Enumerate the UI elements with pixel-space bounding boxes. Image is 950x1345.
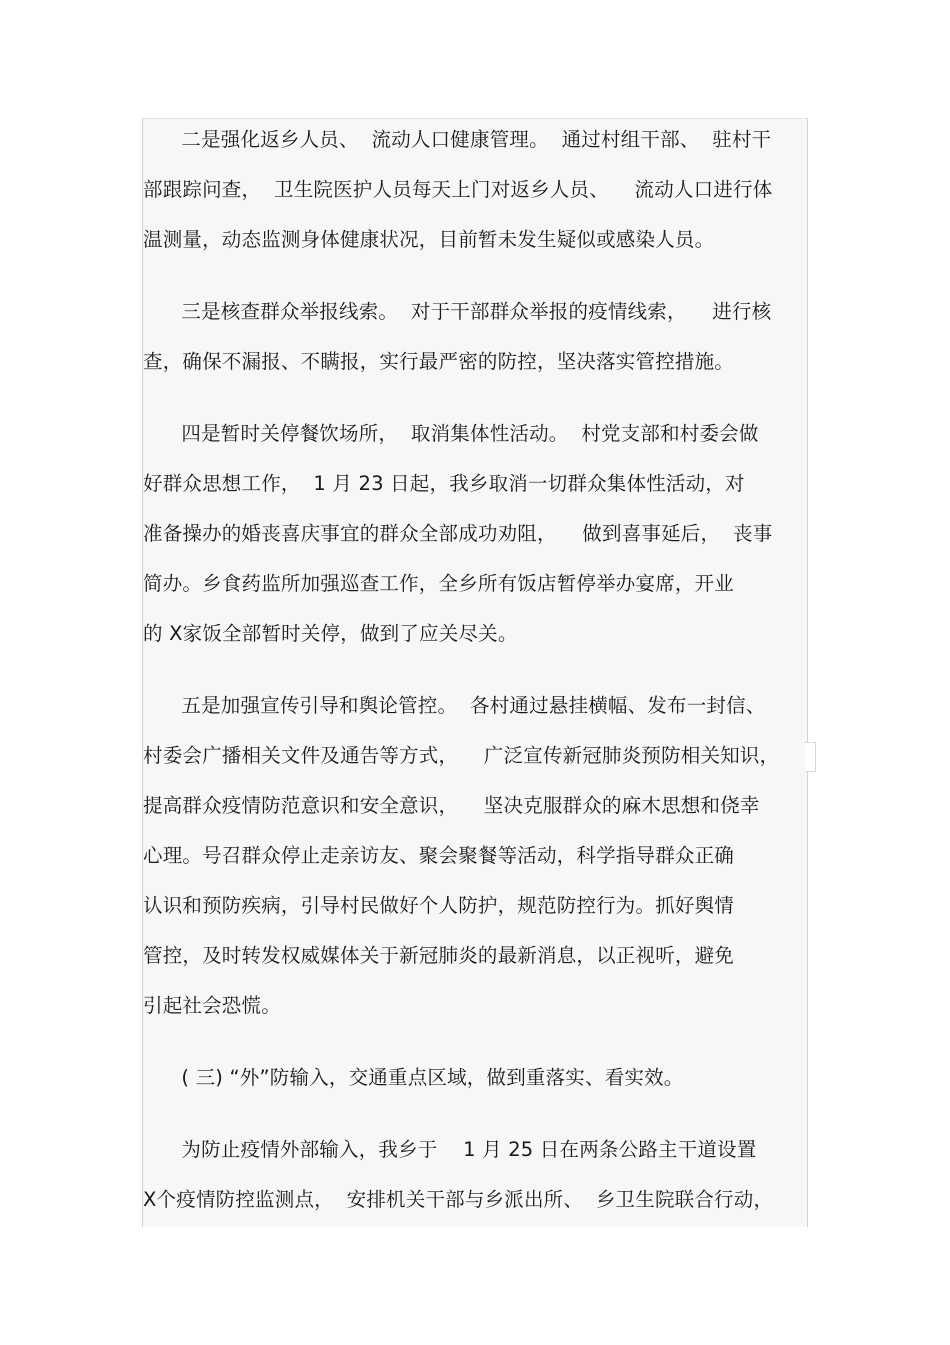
page-frame xyxy=(142,118,808,1227)
text-line: 二是强化返乡人员、 流动人口健康管理。 通过村组干部、 驻村干 xyxy=(143,128,772,151)
text-line: 心理。号召群众停止走亲访友、聚会聚餐等活动，科学指导群众正确 xyxy=(143,844,735,867)
text-line: 的 X家饭全部暂时关停，做到了应关尽关。 xyxy=(143,622,518,645)
text-line: 部跟踪问查， 卫生院医护人员每天上门对返乡人员、 流动人口进行体 xyxy=(143,178,773,201)
text-line: 引起社会恐慌。 xyxy=(143,994,281,1017)
text-line: 好群众思想工作， 1 月 23 日起，我乡取消一切群众集体性活动，对 xyxy=(143,472,745,495)
text-line: 管控，及时转发权威媒体关于新冠肺炎的最新消息，以正视听，避免 xyxy=(143,944,735,967)
text-line: 提高群众疫情防范意识和安全意识， 坚决克服群众的麻木思想和侥幸 xyxy=(143,794,760,817)
text-line: 为防止疫情外部输入，我乡于 1 月 25 日在两条公路主干道设置 xyxy=(143,1138,757,1161)
text-line: X个疫情防控监测点， 安排机关干部与乡派出所、 乡卫生院联合行动， xyxy=(143,1188,774,1211)
text-line: 村委会广播相关文件及通告等方式， 广泛宣传新冠肺炎预防相关知识， xyxy=(143,744,780,767)
text-line: 四是暂时关停餐饮场所， 取消集体性活动。 村党支部和村委会做 xyxy=(143,422,759,445)
text-line: 温测量，动态监测身体健康状况，目前暂未发生疑似或感染人员。 xyxy=(143,228,715,251)
side-tab xyxy=(805,742,816,772)
text-line: 三是核查群众举报线索。 对于干部群众举报的疫情线索， 进行核 xyxy=(143,300,772,323)
text-line: 简办。乡食药监所加强巡查工作，全乡所有饭店暂停举办宴席，开业 xyxy=(143,572,735,595)
text-line: 准备操办的婚丧喜庆事宜的群众全部成功劝阻， 做到喜事延后， 丧事 xyxy=(143,522,773,545)
text-line: 五是加强宣传引导和舆论管控。 各村通过悬挂横幅、发布一封信、 xyxy=(143,694,766,717)
section-heading: ( 三) “外”防输入，交通重点区域，做到重落实、看实效。 xyxy=(143,1066,684,1089)
text-line: 查，确保不漏报、不瞒报，实行最严密的防控，坚决落实管控措施。 xyxy=(143,350,735,373)
text-line: 认识和预防疾病，引导村民做好个人防护，规范防控行为。抓好舆情 xyxy=(143,894,735,917)
